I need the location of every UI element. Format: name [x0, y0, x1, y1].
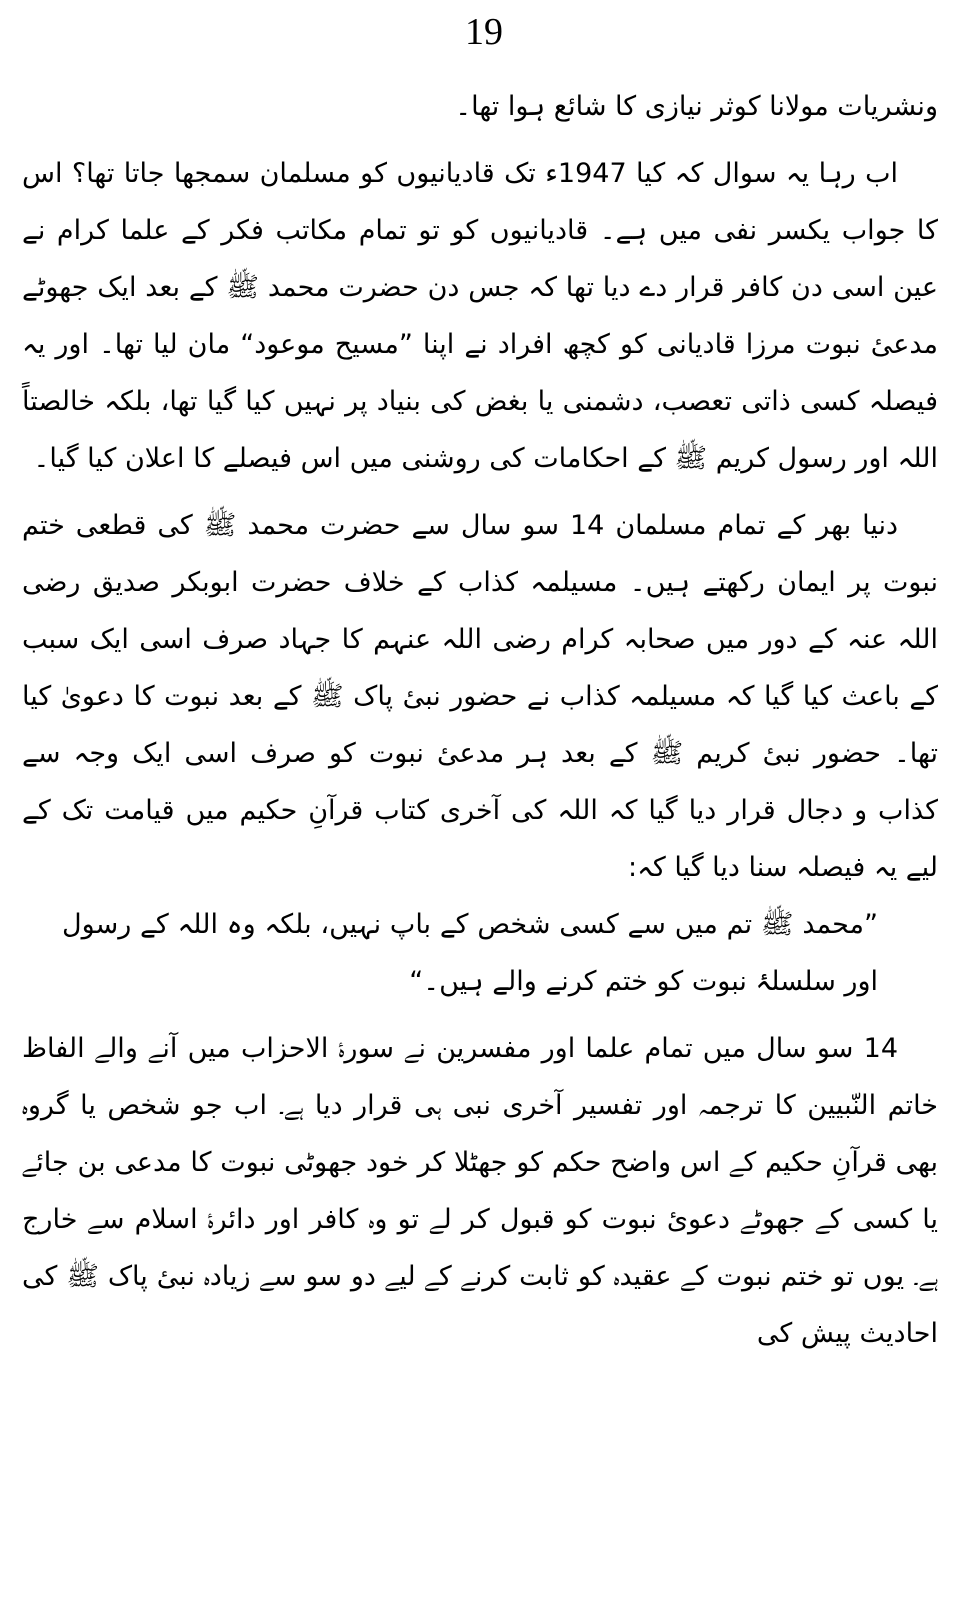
paragraph-finality-of-prophethood: دنیا بھر کے تمام مسلمان 14 سو سال سے حضرت محمد ﷺ کی قطعی ختم نبوت پر ایمان رکھتے ہیں۔ مسیلمہ کذاب کے خلاف حضرت ابوبکر صدیق رضی اللہ عنہ کے دور میں صحابہ کرام رضی اللہ عنہم کا جہاد صرف اسی ایک سبب کے باعث کیا گیا کہ مسیلمہ کذاب نے حضور نبیٔ پاک ﷺ کے بعد نبوت کا دعویٰ کیا تھا۔ حضور نبیٔ کریم ﷺ کے بعد ہر مدعیٔ نبوت کو صرف اسی ایک وجہ سے کذاب و دجال قرار دیا گیا کہ اللہ کی آخری کتاب قرآنِ حکیم میں قیامت تک کے لیے یہ فیصلہ سنا دیا گیا کہ: — [22, 510, 938, 883]
paragraph-qadiani-verdict: اب رہا یہ سوال کہ کیا 1947ء تک قادیانیوں کو مسلمان سمجھا جاتا تھا؟ اس کا جواب یکسر نفی میں ہے۔ قادیانیوں کو تو تمام مکاتب فکر کے علما کرام نے عین اسی دن کافر قرار دے دیا تھا کہ جس دن حضرت محمد ﷺ کے بعد ایک جھوٹے مدعیٔ نبوت مرزا قادیانی کو کچھ افراد نے اپنا ”مسیح موعود“ مان لیا تھا۔ اور یہ فیصلہ کسی ذاتی تعصب، دشمنی یا بغض کی بنیاد پر نہیں کیا گیا تھا، بلکہ خالصتاً اللہ اور رسول کریم ﷺ کے احکامات کی روشنی میں اس فیصلے کا اعلان کیا گیا۔ — [22, 158, 938, 474]
body-text — [22, 78, 938, 1362]
page-number: 19 — [465, 11, 503, 53]
quranic-quote: ”محمد ﷺ تم میں سے کسی شخص کے باپ نہیں، بلکہ وہ اللہ کے رسول اور سلسلۂ نبوت کو ختم کرنے والے ہیں۔“ — [62, 909, 878, 997]
paragraph-scholars-interpretation: 14 سو سال میں تمام علما اور مفسرین نے سورۂ الاحزاب میں آنے والے الفاظ خاتم النّبیین کا ترجمہ اور تفسیر آخری نبی ہی قرار دیا ہے۔ اب جو شخص یا گروہ بھی قرآنِ حکیم کے اس واضح حکم کو جھٹلا کر خود جھوٹی نبوت کا مدعی بن جائے یا کسی کے جھوٹے دعویٔ نبوت کو قبول کر لے تو وہ کافر اور دائرۂ اسلام سے خارج ہے۔ یوں تو ختم نبوت کے عقیدہ کو ثابت کرنے کے لیے دو سو سے زیادہ نبیٔ پاک ﷺ کی احادیث پیش کی — [22, 1033, 938, 1349]
paragraph-continuation: ونشریات مولانا کوثر نیازی کا شائع ہوا تھا۔ — [455, 91, 938, 122]
